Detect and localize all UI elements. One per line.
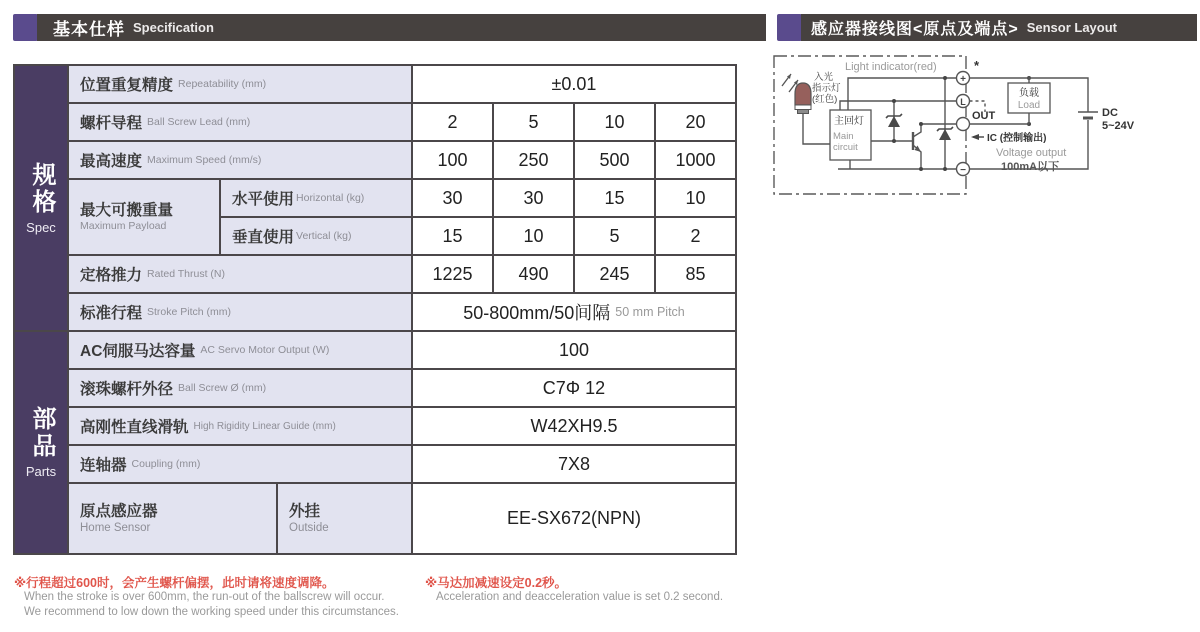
row-payload-label <box>69 180 219 254</box>
battery-icon <box>1078 110 1098 118</box>
load-en-label: Load <box>1017 100 1041 111</box>
max-speed-value-1: 100 <box>413 142 492 178</box>
light-indicator-en-label: Light indicator(red) <box>845 61 937 73</box>
screw-lead-value-2: 5 <box>494 104 573 140</box>
voltage-output-label: Voltage output <box>996 147 1067 159</box>
row-payload-horizontal-label <box>221 180 411 216</box>
label-en: Rated Thrust (N) <box>147 268 226 280</box>
sidebar-spec <box>15 66 67 330</box>
label-cn: 螺杆导程 <box>80 115 143 132</box>
label-cn: 垂直使用 <box>232 229 295 246</box>
row-coupling-label <box>69 446 411 482</box>
out-label: OUT <box>972 110 996 122</box>
payload-v-value-1: 15 <box>413 218 492 254</box>
screw-dia-value: C7Φ 12 <box>413 370 735 406</box>
label-en: Maximum Payload <box>80 220 167 233</box>
label-cn: 最高速度 <box>80 153 143 170</box>
row-home-sensor-outside-label <box>278 484 411 553</box>
specification-table <box>13 64 737 555</box>
label-cn: 连轴器 <box>80 457 127 474</box>
row-stroke-label <box>69 294 411 330</box>
accent-square <box>13 14 38 41</box>
repeatability-value: ±0.01 <box>413 66 735 102</box>
linear-guide-value: W42XH9.5 <box>413 408 735 444</box>
payload-v-value-2: 10 <box>494 218 573 254</box>
payload-h-value-1: 30 <box>413 180 492 216</box>
label-en: Repeatability (mm) <box>178 78 267 90</box>
label-en: Coupling (mm) <box>131 458 201 470</box>
row-linear-guide-label <box>69 408 411 444</box>
label-en: Outside <box>289 522 329 534</box>
dc-label-1: DC <box>1102 107 1118 119</box>
terminal-out-icon <box>957 118 970 131</box>
label-en: High Rigidity Linear Guide (mm) <box>193 420 336 432</box>
spec-header-title-en: Specification <box>133 20 214 35</box>
label-en: Ball Screw Lead (mm) <box>147 116 251 128</box>
note-accel-en: Acceleration and deacceleration value is set 0.2 second. <box>436 591 724 603</box>
asterisk-label: * <box>974 58 980 73</box>
thrust-value-2: 490 <box>494 256 573 292</box>
label-en: Maximum Speed (mm/s) <box>147 154 262 166</box>
screw-lead-value-4: 20 <box>656 104 735 140</box>
sidebar-parts-cn: 部品 <box>28 406 55 460</box>
main-circuit-en-label-2: circuit <box>833 142 858 153</box>
label-en: Horizontal (kg) <box>296 192 365 204</box>
row-repeatability-label <box>69 66 411 102</box>
thrust-value-1: 1225 <box>413 256 492 292</box>
terminal-minus-glyph: − <box>960 165 966 176</box>
sensor-section-header <box>801 14 1197 41</box>
row-rated-thrust-label <box>69 256 411 292</box>
terminal-l-glyph: L <box>960 97 966 107</box>
terminals <box>957 72 970 177</box>
label-cn: 标准行程 <box>80 305 143 322</box>
max-speed-value-4: 1000 <box>656 142 735 178</box>
coupling-value: 7X8 <box>413 446 735 482</box>
label-en: AC Servo Motor Output (W) <box>200 344 330 356</box>
sensor-header-title-en: Sensor Layout <box>1026 20 1117 35</box>
sidebar-parts-en: Parts <box>25 464 57 479</box>
sensor-header-title-cn: 感应器接线图<原点及端点> <box>811 21 1019 38</box>
main-circuit-cn-label: 主回灯 <box>834 116 864 127</box>
terminal-plus-glyph: + <box>960 74 966 85</box>
payload-h-value-2: 30 <box>494 180 573 216</box>
thrust-value-3: 245 <box>575 256 654 292</box>
protection-diode-icon <box>937 127 953 140</box>
row-screw-dia-label <box>69 370 411 406</box>
label-cn: 原点感应器 <box>80 502 158 520</box>
label-cn: 定格推力 <box>80 267 143 284</box>
label-cn: 高刚性直线滑轨 <box>80 419 189 436</box>
row-home-sensor-label <box>69 484 276 553</box>
row-screw-lead-label <box>69 104 411 140</box>
payload-v-value-3: 5 <box>575 218 654 254</box>
payload-v-value-4: 2 <box>656 218 735 254</box>
label-en: Ball Screw Ø (mm) <box>178 382 267 394</box>
light-label-cn1: 入光 <box>814 72 834 83</box>
motor-output-value: 100 <box>413 332 735 368</box>
note-stroke-red: ※行程超过600时，会产生螺杆偏摆，此时请将速度调降。 <box>14 576 335 590</box>
label-en: Home Sensor <box>80 522 151 534</box>
note-accel-red: ※马达加减速设定0.2秒。 <box>425 576 568 590</box>
dc-label-2: 5~24V <box>1102 120 1135 132</box>
light-label-cn3: (红色) <box>812 94 838 105</box>
label-cn: 外挂 <box>289 502 321 520</box>
zener-diode-icon <box>886 114 902 127</box>
screw-lead-value-3: 10 <box>575 104 654 140</box>
row-payload-vertical-label <box>221 218 411 254</box>
screw-lead-value-1: 2 <box>413 104 492 140</box>
row-max-speed-label <box>69 142 411 178</box>
label-cn: 最大可搬重量 <box>80 201 174 219</box>
label-cn: 位置重复精度 <box>80 77 174 94</box>
row-motor-output-label <box>69 332 411 368</box>
payload-h-value-4: 10 <box>656 180 735 216</box>
led-indicator-icon <box>795 83 811 114</box>
spec-header-title-cn: 基本仕样 <box>53 20 125 39</box>
sidebar-parts <box>15 332 67 553</box>
label-en: Stroke Pitch (mm) <box>147 306 232 318</box>
ic-label: IC (控制输出) <box>987 133 1047 144</box>
main-circuit-en-label-1: Main <box>833 131 854 142</box>
stroke-value-main: 50-800mm/50间隔 <box>463 303 611 323</box>
note-stroke-en2: We recommend to low down the working speed under this circumstances. <box>24 606 399 618</box>
label-cn: 滚珠螺杆外径 <box>80 381 174 398</box>
stroke-value-suffix: 50 mm Pitch <box>615 305 685 319</box>
home-sensor-value: EE-SX672(NPN) <box>413 484 735 553</box>
label-en: Vertical (kg) <box>296 230 352 242</box>
sidebar-spec-cn: 规格 <box>28 161 55 216</box>
payload-h-value-3: 15 <box>575 180 654 216</box>
label-cn: AC伺服马达容量 <box>80 343 196 360</box>
load-cn-label: 负载 <box>1019 88 1039 99</box>
sidebar-spec-en: Spec <box>26 219 56 235</box>
max-speed-value-3: 500 <box>575 142 654 178</box>
accent-square <box>777 14 802 41</box>
ic-arrow-icon <box>971 134 984 140</box>
max-speed-value-2: 250 <box>494 142 573 178</box>
current-limit-label: 100mA以下 <box>1001 161 1060 173</box>
spec-section-header <box>37 14 766 41</box>
stroke-value <box>413 294 735 330</box>
thrust-value-4: 85 <box>656 256 735 292</box>
sensor-wiring-diagram <box>768 50 1198 202</box>
label-cn: 水平使用 <box>232 191 295 208</box>
note-stroke-en1: When the stroke is over 600mm, the run-out of the ballscrew will occur. <box>24 591 385 603</box>
light-label-cn2: 指示灯 <box>812 83 841 94</box>
